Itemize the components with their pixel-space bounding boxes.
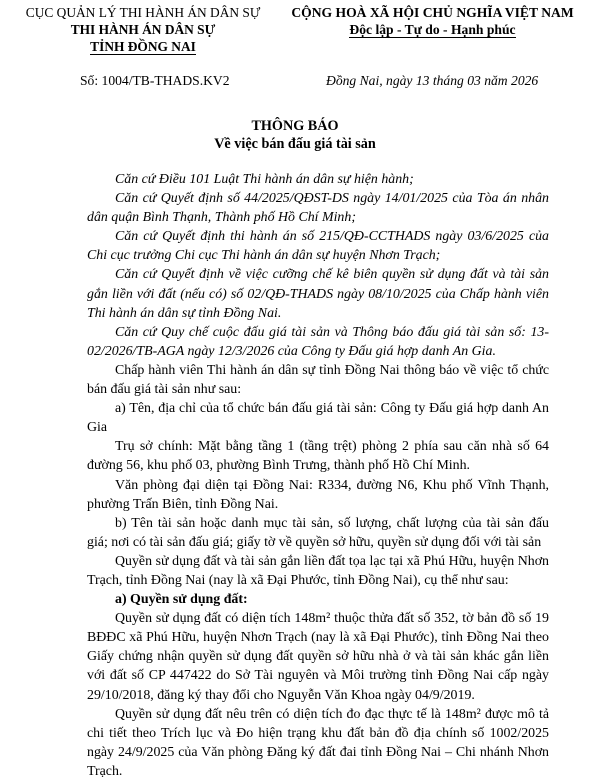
national-motto: Độc lập - Tự do - Hạnh phúc bbox=[349, 22, 516, 37]
land-survey-detail: Quyền sử dụng đất nêu trên có diện tích đo đạc thực tế là 148m² được mô tả chi tiết theo Trích lục và Đo hiện trạng khu đất bản đồ địa chính số 1002/2025 ngày 24/9/2025 của Văn phòng Đăng ký đất đai tỉnh Đồng Nai – Chi nhánh Nhơn Trạch. bbox=[87, 706, 549, 779]
agency-name: THI HÀNH ÁN DÂN SỰ bbox=[70, 22, 216, 37]
asset-section-heading: b) Tên tài sản hoặc danh mục tài sản, số lượng, chất lượng của tài sản đấu giá; nơi có tài sản đấu giá; giấy tờ về quyền sở hữu, quyền sử dụng đối với tài sản bbox=[87, 515, 549, 550]
representative-office: Văn phòng đại diện tại Đồng Nai: R334, đường N6, Khu phố Vĩnh Thạnh, phường Trấn Biên, tỉnh Đồng Nai. bbox=[87, 477, 549, 512]
document-date: Đồng Nai, ngày 13 tháng 03 năm 2026 bbox=[326, 73, 539, 88]
national-header bbox=[280, 4, 585, 38]
asset-location: Quyền sử dụng đất và tài sản gắn liền đất tọa lạc tại xã Phú Hữu, huyện Nhơn Trạch, tỉnh Đồng Nai (nay là xã Đại Phước, tỉnh Đồng Nai), cụ thể như sau: bbox=[87, 553, 549, 588]
legal-basis-4: Căn cứ Quyết định về việc cưỡng chế kê biên quyền sử dụng đất và tài sản gắn liền với đất (nếu có) số 02/QĐ-THADS ngày 08/10/2025 của Chấp hành viên Thi hành án dân sự tỉnh Đồng Nai. bbox=[87, 267, 549, 321]
land-use-right-heading: a) Quyền sử dụng đất: bbox=[115, 592, 248, 608]
auction-org-name: a) Tên, địa chỉ của tổ chức bán đấu giá tài sản: Công ty Đấu giá hợp danh An Gia bbox=[87, 401, 549, 436]
document-body bbox=[87, 170, 549, 781]
legal-basis-5: Căn cứ Quy chế cuộc đấu giá tài sản và Thông báo đấu giá tài sản số: 13-02/2026/TB-AGA ngày 12/3/2026 của Công ty Đấu giá hợp danh An Gia. bbox=[87, 324, 549, 359]
land-use-right-detail: Quyền sử dụng đất có diện tích 148m² thuộc thửa đất số 352, tờ bản đồ số 19 BĐĐC xã Phú Hữu, huyện Nhơn Trạch (nay là xã Đại Phước), tỉnh Đồng Nai theo Giấy chứng nhận quyền sử dụng đất quyền sở hữu nhà ở và tài sản khác gắn liền với đất số CP 447422 do Sở Tài nguyên và Môi trường tỉnh Đồng Nai cấp ngày 29/10/2018, đăng ký thay đổi cho Nguyễn Văn Khoa ngày 04/9/2019. bbox=[87, 611, 549, 703]
parent-agency: CỤC QUẢN LÝ THI HÀNH ÁN DÂN SỰ bbox=[25, 5, 261, 20]
agency-province: TỈNH ĐỒNG NAI bbox=[90, 39, 196, 54]
document-subtitle: Về việc bán đấu giá tài sản bbox=[214, 136, 376, 152]
legal-basis-1: Căn cứ Điều 101 Luật Thi hành án dân sự hiện hành; bbox=[115, 172, 414, 187]
agency-header bbox=[12, 4, 274, 55]
head-office: Trụ sở chính: Mặt bằng tầng 1 (tầng trệt) phòng 2 phía sau căn nhà số 64 đường 56, khu phố 03, phường Bình Trưng, thành phố Hồ Chí Minh. bbox=[87, 439, 549, 474]
intro-paragraph: Chấp hành viên Thi hành án dân sự tỉnh Đồng Nai thông báo về việc tổ chức bán đấu giá tài sản như sau: bbox=[87, 362, 549, 398]
national-title: CỘNG HOÀ XÃ HỘI CHỦ NGHĨA VIỆT NAM bbox=[291, 5, 574, 20]
document-title: THÔNG BÁO bbox=[251, 118, 339, 134]
document-number: Số: 1004/TB-THADS.KV2 bbox=[80, 73, 230, 88]
legal-basis-3: Căn cứ Quyết định thi hành án số 215/QĐ-CCTHADS ngày 03/6/2025 của Chi cục trưởng Chi cục Thi hành án dân sự huyện Nhơn Trạch; bbox=[87, 229, 549, 264]
legal-basis-2: Căn cứ Quyết định số 44/2025/QĐST-DS ngày 14/01/2025 của Tòa án nhân dân quận Bình Thạnh, Thành phố Hồ Chí Minh; bbox=[87, 191, 549, 226]
